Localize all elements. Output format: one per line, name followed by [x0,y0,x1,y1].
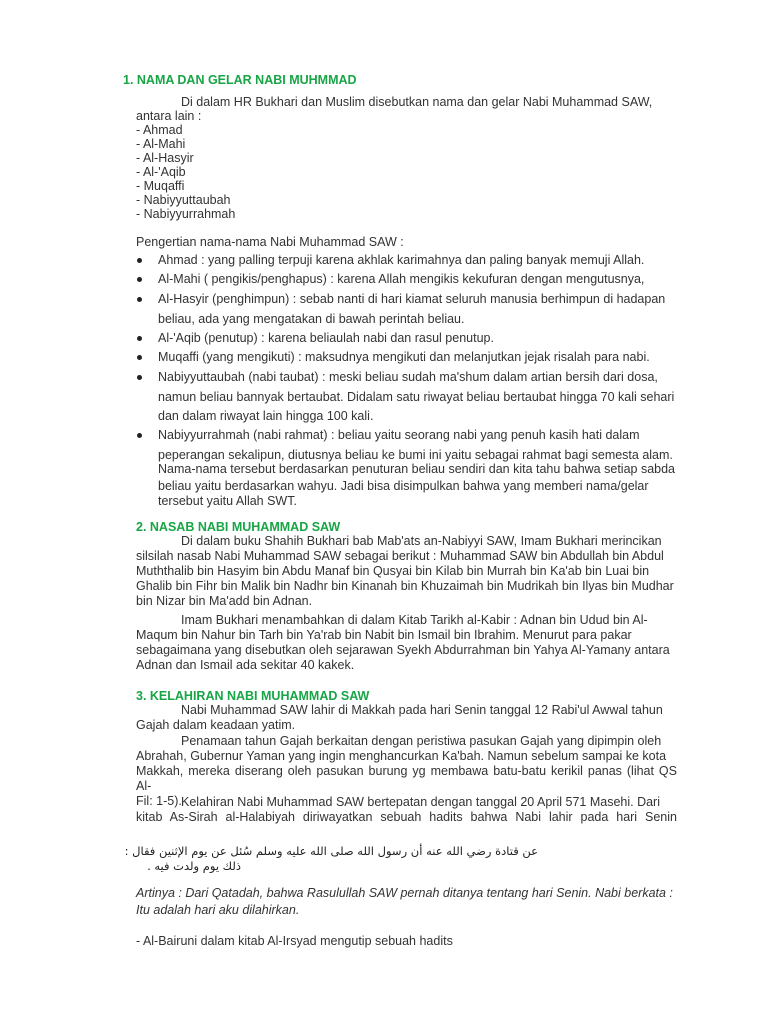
bullet-item-cont: peperangan sekalipun, diutusnya beliau ke bumi ini yaitu sebagai rahmat bagi semesta alam. [158,448,673,462]
meaning-title: Pengertian nama-nama Nabi Muhammad SAW : [136,235,404,249]
bullet-dot [137,375,142,380]
text-line: Penamaan tahun Gajah berkaitan dengan peristiwa pasukan Gajah yang dipimpin oleh [181,734,662,748]
section-3-paragraph-3 [136,795,677,825]
name-list-item: - Muqaffi [136,179,185,193]
section-3-paragraph-1 [136,703,677,733]
name-list-item: - Nabiyyuttaubah [136,193,231,207]
text-line: Maqum bin Nahur bin Tarh bin Ya'rab bin Nabit bin Ismail bin Ibrahim. Menurut para pakar [136,628,632,642]
bullet-item-cont: tersebut yaitu Allah SWT. [158,494,297,508]
text-line: Makkah, mereka diserang oleh pasukan burung yg membawa batu-batu kerikil panas (lihat QS Al- [136,764,677,793]
arabic-hadith-line-1: عن قتادة رضي الله عنه أن رسول الله صلى الله عليه وسلم سُئل عن يوم الإثنين فقال : [124,844,538,858]
bullet-item: Al-'Aqib (penutup) : karena beliaulah nabi dan rasul penutup. [158,331,494,345]
text-line: Kelahiran Nabi Muhammad SAW bertepatan dengan tanggal 20 April 571 Masehi. Dari [181,795,660,809]
name-list-item: - Ahmad [136,123,183,137]
text-line: kitab As-Sirah al-Halabiyah diriwayatkan sebuah hadits bahwa Nabi lahir pada hari Senin [136,810,677,824]
bullet-dot [137,336,142,341]
intro-line-1: Di dalam HR Bukhari dan Muslim disebutkan nama dan gelar Nabi Muhammad SAW, [181,95,653,109]
text-line: Fil: 1-5). [136,794,182,808]
text-line: Imam Bukhari menambahkan di dalam Kitab Tarikh al-Kabir : Adnan bin Udud bin Al- [181,613,648,627]
bullet-item: Ahmad : yang palling terpuji karena akhlak karimahnya dan paling banyak memuji Allah. [158,253,645,267]
text-line: silsilah nasab Nabi Muhammad SAW sebagai berikut : Muhammad SAW bin Abdullah bin Abdul [136,549,664,563]
bullet-dot [137,258,142,263]
bullet-item-cont: Nama-nama tersebut berdasarkan penuturan beliau sendiri dan kita tahu bahwa setiap sabda [158,462,675,476]
bullet-item: Nabiyyuttaubah (nabi taubat) : meski beliau sudah ma'shum dalam artian bersih dari dosa, [158,370,658,384]
bullet-dot [137,297,142,302]
intro-line-2: antara lain : [136,109,202,123]
bullet-item-cont: beliau, ada yang mengatakan di bawah perintah beliau. [158,312,465,326]
section-3-title: 3. KELAHIRAN NABI MUHAMMAD SAW [136,689,370,703]
section-2-paragraph-2 [136,613,677,673]
section-2-paragraph-1 [136,534,677,609]
section-1-title: 1. NAMA DAN GELAR NABI MUHMMAD [123,73,357,87]
text-line: Nabi Muhammad SAW lahir di Makkah pada hari Senin tanggal 12 Rabi'ul Awwal tahun [181,703,663,717]
bullet-item-cont: namun beliau bannyak bertaubat. Didalam satu riwayat beliau bertaubat hingga 70 kali sehari [158,390,675,404]
bullet-item: Muqaffi (yang mengikuti) : maksudnya mengikuti dan melanjutkan jejak risalah para nabi. [158,350,650,364]
bullet-item: Al-Mahi ( pengikis/penghapus) : karena Allah mengikis kekufuran dengan mengutusnya, [158,272,645,286]
bullet-dot [137,277,142,282]
translation-line-2: Itu adalah hari aku dilahirkan. [136,903,300,917]
text-line: Ghalib bin Fihr bin Malik bin Nadhr bin Kinanah bin Khuzaimah bin Mudrikah bin Ilyas bin Mudhar [136,579,674,593]
al-bairuni-line: - Al-Bairuni dalam kitab Al-Irsyad mengutip sebuah hadits [136,934,453,948]
bullet-dot [137,355,142,360]
name-list-item: - Nabiyyurrahmah [136,207,236,221]
text-line: sebagaimana yang disebutkan oleh sejarawan Syekh Abdurrahman bin Yahya Al-Yamany antara [136,643,670,657]
text-line: Abrahah, Gubernur Yaman yang ingin menghancurkan Ka'bah. Namun sebelum sampai ke kota [136,749,667,763]
translation-line-1: Artinya : Dari Qatadah, bahwa Rasulullah SAW pernah ditanya tentang hari Senin. Nabi berkata : [136,886,673,900]
text-line: Adnan dan Ismail ada sekitar 40 kakek. [136,658,355,672]
bullet-dot [137,433,142,438]
section-2-title: 2. NASAB NABI MUHAMMAD SAW [136,520,341,534]
bullet-item: Al-Hasyir (penghimpun) : sebab nanti di hari kiamat seluruh manusia berhimpun di hadapan [158,292,666,306]
arabic-hadith-line-2: ذلك يوم ولدت فيه . [147,859,241,873]
text-line: Di dalam buku Shahih Bukhari bab Mab'ats an-Nabiyyi SAW, Imam Bukhari merincikan [181,534,662,548]
name-list-item: - Al-'Aqib [136,165,186,179]
bullet-item-cont: beliau yaitu berdasarkan wahyu. Jadi bisa disimpulkan bahwa yang memberi nama/gelar [158,479,649,493]
text-line: Gajah dalam keadaan yatim. [136,718,296,732]
text-line: Muththalib bin Hasyim bin Abdu Manaf bin Qusyai bin Kilab bin Murrah bin Ka'ab bin Luai bin [136,564,650,578]
text-line: bin Nizar bin Ma'add bin Adnan. [136,594,313,608]
bullet-item-cont: dan dalam riwayat lain hingga 100 kali. [158,409,374,423]
bullet-item: Nabiyyurrahmah (nabi rahmat) : beliau yaitu seorang nabi yang penuh kasih hati dalam [158,428,640,442]
name-list-item: - Al-Hasyir [136,151,194,165]
name-list-item: - Al-Mahi [136,137,186,151]
